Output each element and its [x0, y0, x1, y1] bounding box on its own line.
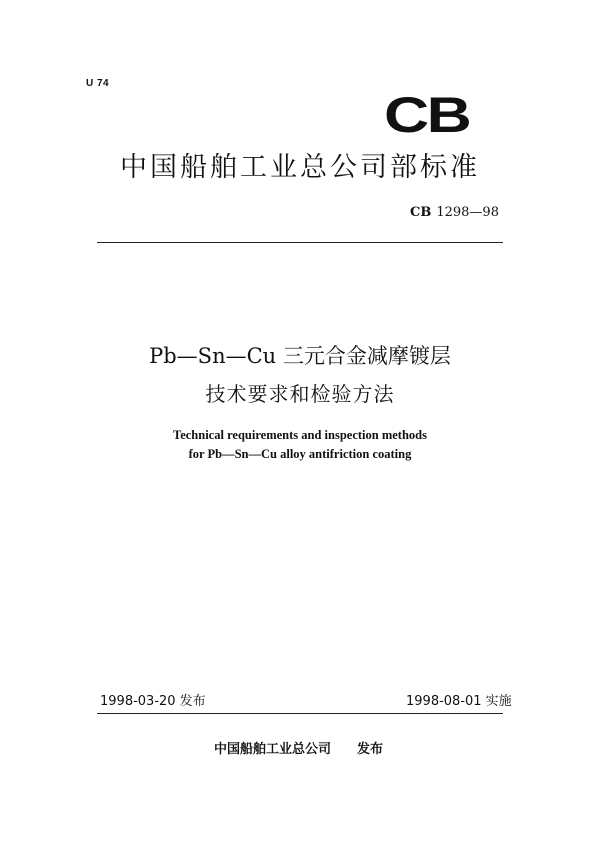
title-chinese-line-2: 技术要求和检验方法 [205, 382, 395, 406]
publisher-action: 发布 [357, 742, 384, 757]
organization-title: 中国船舶工业总公司部标准 [120, 152, 480, 183]
title-english-line-1: Technical requirements and inspection methods [173, 428, 427, 442]
standard-number [410, 205, 499, 221]
classification-code: U 74 [86, 78, 110, 89]
implementation-date: 1998-08-01 实施 [406, 694, 512, 709]
title-english-line-2: for Pb—Sn—Cu alloy antifriction coating [188, 447, 412, 461]
top-divider [97, 242, 503, 243]
cb-logo: CB [384, 87, 470, 143]
issue-date: 1998-03-20 发布 [100, 694, 206, 709]
standard-code: 1298—98 [436, 205, 499, 220]
bottom-divider [97, 713, 503, 714]
publisher-line [214, 742, 383, 758]
standard-prefix: CB [410, 205, 432, 220]
publisher-name: 中国船舶工业总公司 [214, 742, 332, 757]
title-chinese-line-1: Pb—Sn—Cu 三元合金减摩镀层 [149, 344, 451, 368]
